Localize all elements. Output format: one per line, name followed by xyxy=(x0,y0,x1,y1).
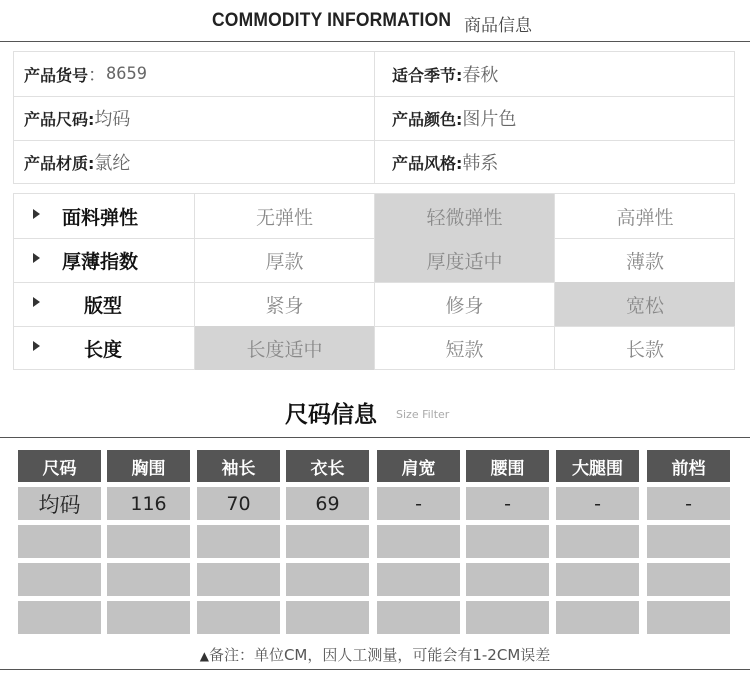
attribute-option: 高弹性 xyxy=(616,206,674,229)
size-column-header: 腰围 xyxy=(466,450,549,482)
info-sep: ： xyxy=(88,65,107,86)
attribute-head xyxy=(14,194,195,238)
size-cell xyxy=(466,563,549,596)
info-item-season xyxy=(392,52,498,96)
size-column-header: 大腿围 xyxy=(556,450,639,482)
size-cell xyxy=(556,525,639,558)
attribute-row-elasticity xyxy=(14,194,734,238)
attribute-row-length xyxy=(14,326,734,370)
size-header xyxy=(0,388,750,438)
info-value: 春秋 xyxy=(462,65,499,86)
size-column-header: 肩宽 xyxy=(377,450,460,482)
size-cell xyxy=(197,525,280,558)
size-cell: 116 xyxy=(107,487,190,520)
attribute-row-fit xyxy=(14,282,734,326)
info-label: 产品货号 xyxy=(24,65,89,85)
attribute-option: 厚款 xyxy=(195,238,375,282)
size-cell xyxy=(466,525,549,558)
info-label: 产品尺码: xyxy=(24,109,95,129)
info-value: 均码 xyxy=(94,109,131,130)
size-cell xyxy=(197,601,280,634)
info-label: 产品颜色: xyxy=(392,109,463,129)
size-cell xyxy=(107,563,190,596)
size-cell xyxy=(647,563,730,596)
attribute-option-selected: 宽松 xyxy=(555,282,735,326)
commodity-header xyxy=(0,0,750,42)
commodity-title-cn: 商品信息 xyxy=(464,16,532,36)
attribute-option-selected: 长度适中 xyxy=(195,326,375,370)
size-column-header: 袖长 xyxy=(197,450,280,482)
size-column-header: 衣长 xyxy=(286,450,369,482)
size-cell xyxy=(377,563,460,596)
size-cell: 70 xyxy=(197,487,280,520)
size-note xyxy=(0,644,750,666)
size-cell xyxy=(556,563,639,596)
triangle-right-icon xyxy=(33,209,40,219)
size-cell: - xyxy=(556,487,639,520)
size-cell: - xyxy=(466,487,549,520)
info-value: 图片色 xyxy=(462,109,517,130)
attribute-option-selected: 轻微弹性 xyxy=(375,194,555,238)
attribute-head xyxy=(14,326,195,370)
attribute-label: 面料弹性 xyxy=(62,206,139,229)
info-item-style xyxy=(392,140,498,184)
attribute-option: 短款 xyxy=(375,326,555,370)
size-cell xyxy=(556,601,639,634)
attribute-head xyxy=(14,282,195,326)
attribute-option: 修身 xyxy=(375,282,555,326)
size-cell xyxy=(286,563,369,596)
size-column-header: 前档 xyxy=(647,450,730,482)
info-value: 8659 xyxy=(106,64,147,84)
info-item-material xyxy=(24,140,130,184)
attribute-label: 版型 xyxy=(84,294,123,317)
size-cell xyxy=(377,525,460,558)
size-cell xyxy=(197,563,280,596)
info-value: 氯纶 xyxy=(94,153,131,174)
size-column-header: 尺码 xyxy=(18,450,101,482)
size-cell xyxy=(107,601,190,634)
triangle-right-icon xyxy=(33,297,40,307)
info-label: 产品风格: xyxy=(392,153,463,173)
size-note-text: 备注：单位CM，因人工测量，可能会有1-2CM误差 xyxy=(208,646,551,664)
triangle-right-icon xyxy=(33,253,40,263)
size-cell xyxy=(107,525,190,558)
size-title-en: Size Filter xyxy=(396,408,450,421)
size-cell xyxy=(647,525,730,558)
size-cell: 均码 xyxy=(18,487,101,520)
size-cell xyxy=(18,601,101,634)
info-label: 产品材质: xyxy=(24,153,95,173)
size-cell: - xyxy=(647,487,730,520)
size-cell xyxy=(286,601,369,634)
attribute-option: 无弹性 xyxy=(195,194,375,238)
size-cell xyxy=(466,601,549,634)
attribute-label: 厚薄指数 xyxy=(62,250,139,273)
size-cell xyxy=(18,563,101,596)
info-item-code xyxy=(24,52,147,96)
bottom-divider xyxy=(0,669,750,670)
attribute-table xyxy=(13,193,735,370)
size-cell xyxy=(647,601,730,634)
info-divider xyxy=(374,52,375,183)
size-cell xyxy=(286,525,369,558)
attribute-option-selected: 厚度适中 xyxy=(375,238,555,282)
product-info-box xyxy=(13,51,735,184)
attribute-row-thickness xyxy=(14,238,734,282)
size-title-cn: 尺码信息 xyxy=(285,402,377,428)
attribute-option: 长款 xyxy=(625,338,664,361)
info-label: 适合季节: xyxy=(392,65,463,85)
attribute-head xyxy=(14,238,195,282)
attribute-option: 薄款 xyxy=(625,250,664,273)
attribute-label: 长度 xyxy=(84,338,123,361)
size-column-header: 胸围 xyxy=(107,450,190,482)
triangle-right-icon xyxy=(33,341,40,351)
size-table xyxy=(0,450,750,640)
size-cell: 69 xyxy=(286,487,369,520)
size-cell: - xyxy=(377,487,460,520)
info-item-size xyxy=(24,96,130,140)
commodity-title-en: COMMODITY INFORMATION xyxy=(212,10,452,31)
attribute-option: 紧身 xyxy=(195,282,375,326)
info-item-color xyxy=(392,96,516,140)
triangle-up-icon: ▲ xyxy=(199,649,209,663)
size-cell xyxy=(377,601,460,634)
size-cell xyxy=(18,525,101,558)
info-value: 韩系 xyxy=(462,153,499,174)
